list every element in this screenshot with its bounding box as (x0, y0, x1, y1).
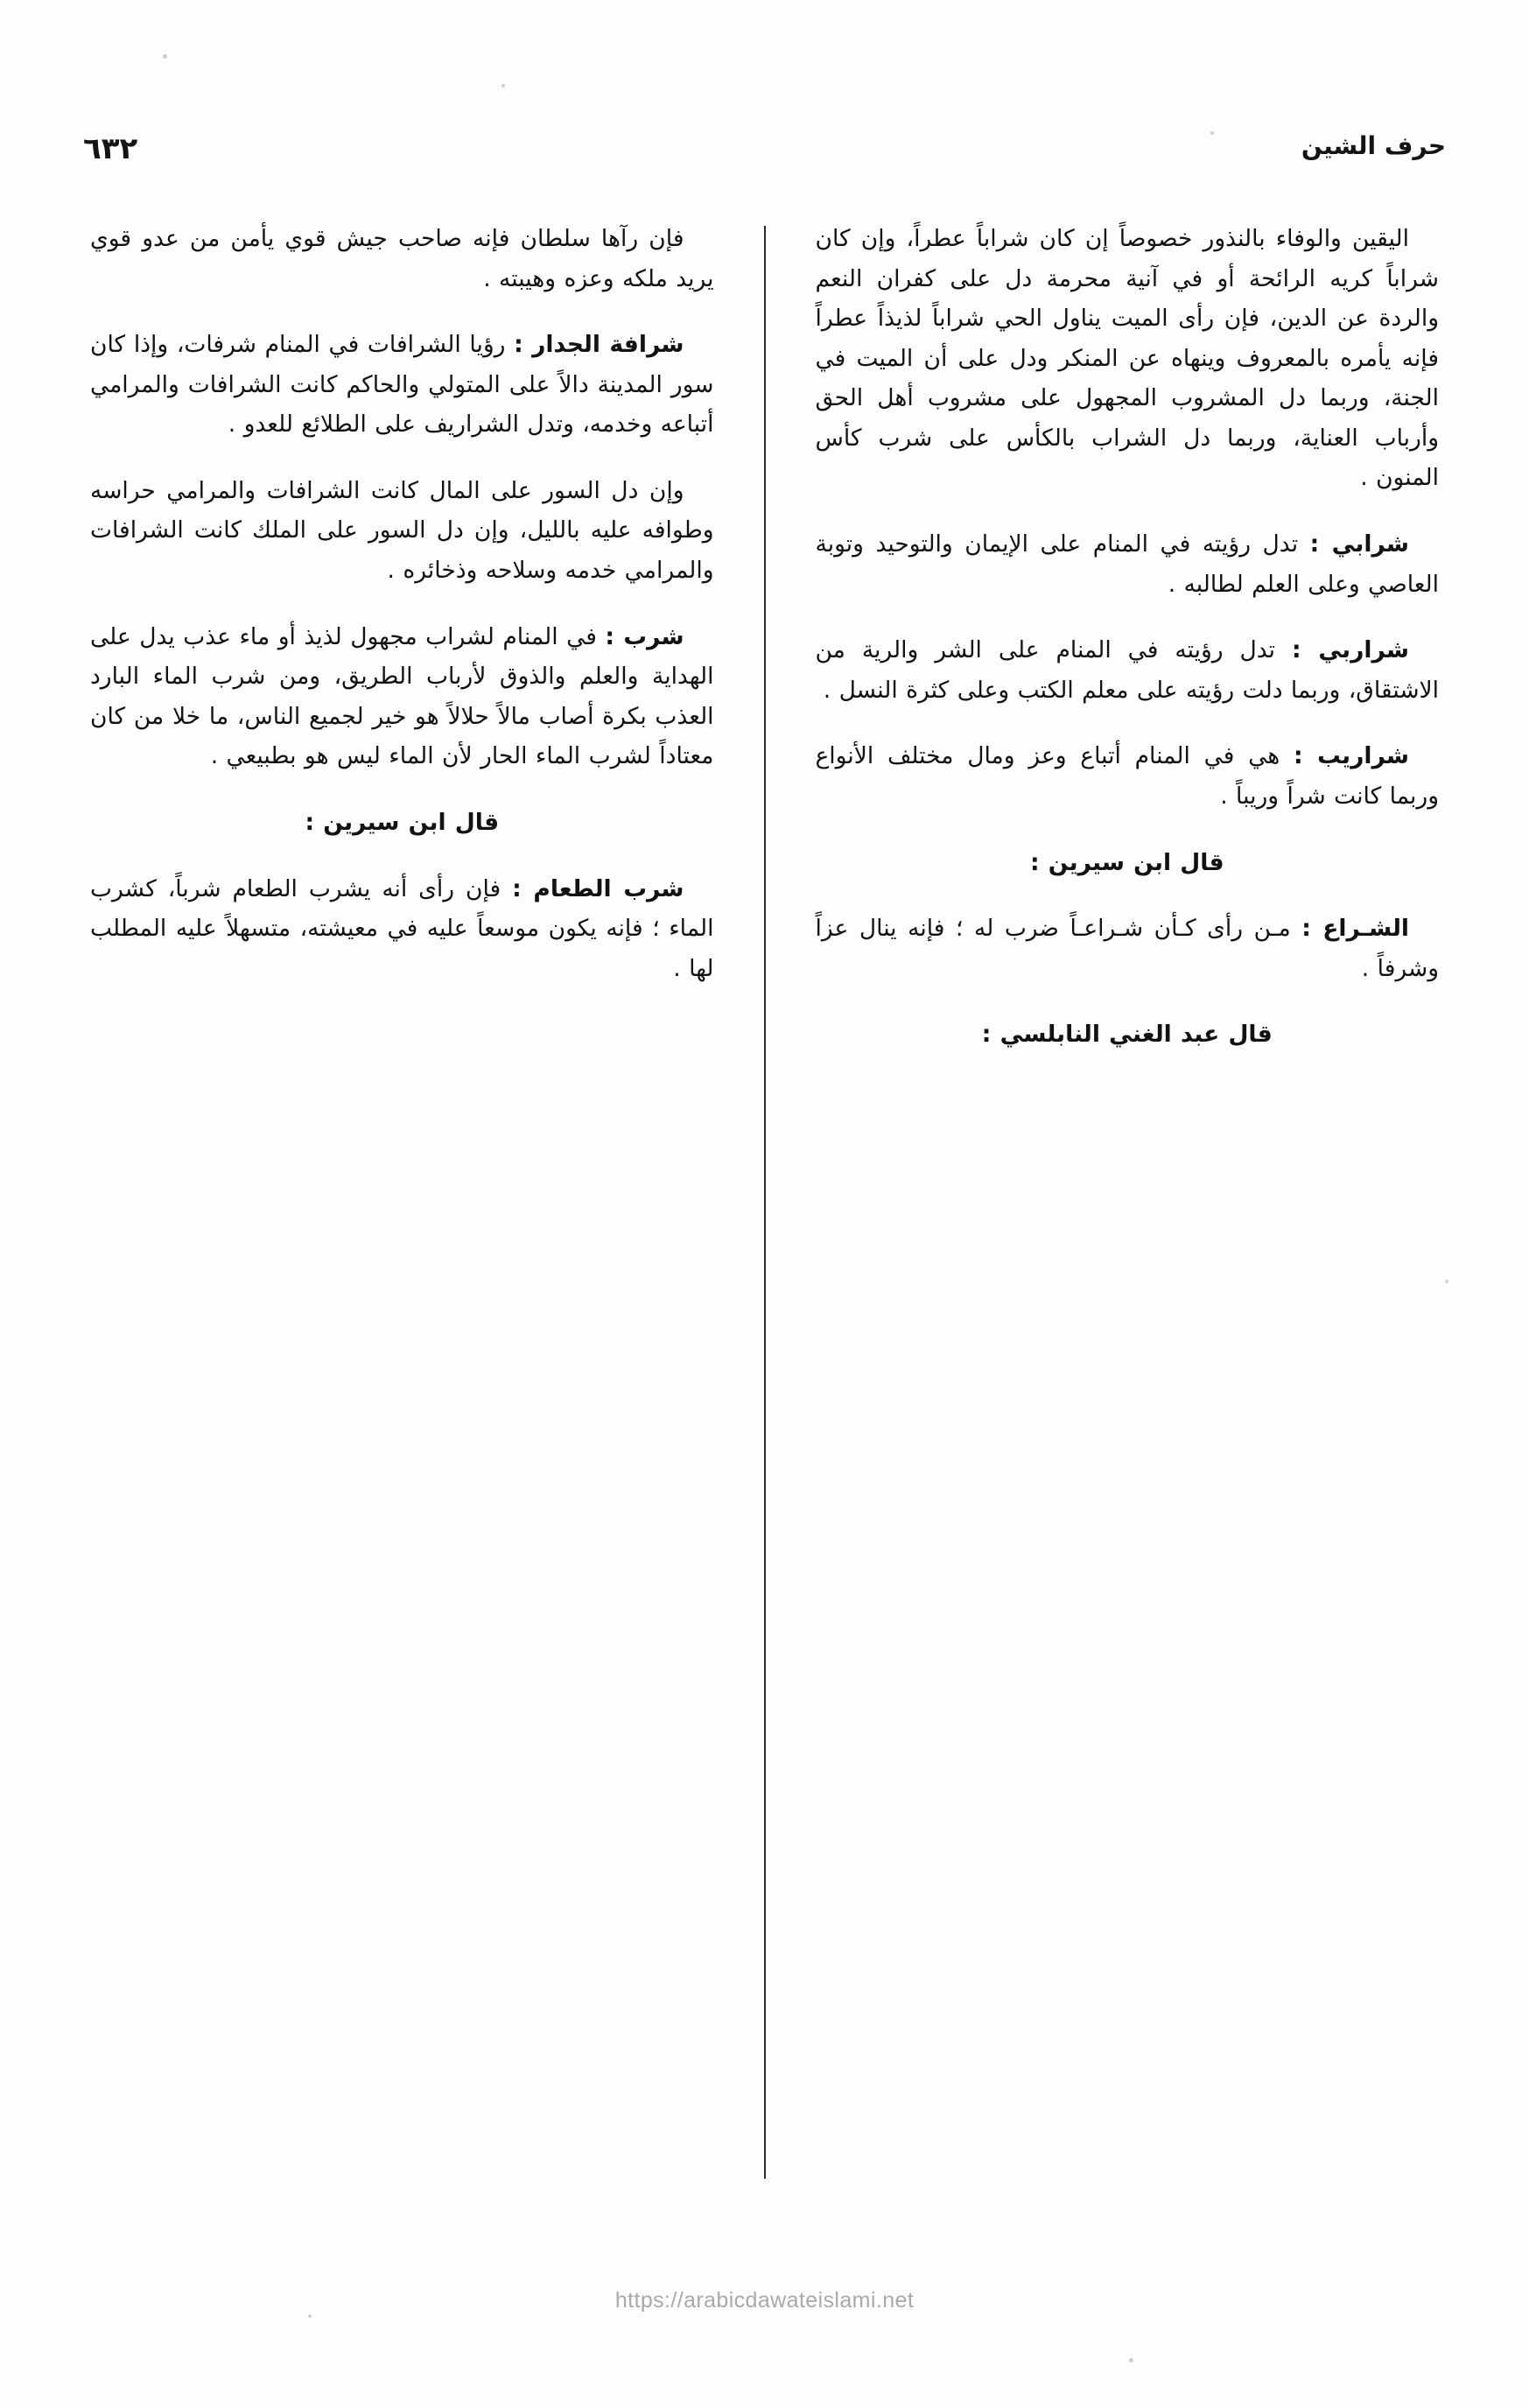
paragraph (816, 630, 1440, 710)
entry-term: شرافة الجدار : (514, 331, 684, 359)
watermark-url: https://arabicdawateislami.net (614, 2288, 915, 2313)
paragraph-text: فإن رأى أنه يشرب الطعام شرباً، كشرب الماء ؛ فإنه يكون موسعاً عليه في معيشته، متسهلاً عليه المطلب لها . (90, 874, 714, 982)
paragraph (816, 909, 1440, 988)
scan-speck (501, 84, 505, 88)
scan-speck (308, 2314, 312, 2318)
scan-speck (1210, 131, 1214, 135)
column-right (765, 219, 1447, 2259)
paragraph (90, 219, 714, 298)
paragraph-text: فإن رآها سلطان فإنه صاحب جيش قوي يأمن من عدو قوي يريد ملكه وعزه وهيبته . (90, 225, 714, 292)
paragraph-text: تدل رؤيته في المنام على الإيمان والتوحيد وتوبة العاصي وعلى العلم لطالبه . (815, 530, 1439, 598)
paragraph (816, 736, 1440, 816)
paragraph (816, 219, 1440, 498)
attribution-line: قال عبد الغني النابلسي : (981, 1021, 1273, 1049)
paragraph-text: تدل رؤيته في المنام على الشر والرية من الاشتقاق، وربما دلت رؤيته على معلم الكتب وعلى كثرة النسل . (815, 636, 1439, 704)
entry-term: شرابي : (1309, 530, 1409, 558)
paragraph-text: وإن دل السور على المال كانت الشرافات والمرامي حراسه وطوافه عليه بالليل، وإن دل السور على الملك كانت الشرافات والمرامي خدمه وسلاحه وذخائره . (90, 476, 714, 585)
entry-term: شرب الطعام : (512, 874, 684, 902)
paragraph-text: مـن رأى كـأن شـراعـاً ضرب له ؛ فإنه ينال عزاً وشرفاً . (815, 915, 1439, 982)
attribution-line: قال ابن سيرين : (1029, 848, 1224, 876)
entry-term: شراريب : (1293, 742, 1409, 770)
page-body (83, 219, 1446, 2259)
paragraph-text: هي في المنام أتباع وعز ومال مختلف الأنواع وربما كانت شراً وريباً . (815, 742, 1439, 810)
paragraph (90, 471, 714, 591)
entry-term: شراربي : (1292, 636, 1409, 664)
entry-term: شرب : (605, 622, 684, 650)
scan-speck (1129, 2358, 1133, 2362)
page-header (83, 131, 1446, 184)
paragraph-text: اليقين والوفاء بالنذور خصوصاً إن كان شراباً عطراً، وإن كان شراباً كريه الرائحة أو في آنية محرمة دل على كفران النعم والردة عن الدين، فإن رأى الميت يناول الحي شراباً لذيذاً عطراً فإنه يأمره بالمعروف وينهاه عن المنكر ودل على أن الميت في الجنة، وربما دل المشروب المجهول على مشروب أهل الحق وأرباب العناية، وربما دل الشراب بالكأس على شرب كأس المنون . (815, 225, 1439, 492)
paragraph (90, 869, 714, 989)
paragraph (90, 325, 714, 445)
column-left (83, 219, 765, 2259)
paragraph-text: رؤيا الشرافات في المنام شرفات، وإذا كان سور المدينة دالاً على المتولي والحاكم كانت الشرافات والمرامي أتباعه وخدمه، وتدل الشراريف على الطلائع للعدو . (90, 331, 714, 439)
scan-speck (1445, 1280, 1448, 1283)
attribution-line: قال ابن سيرين : (305, 808, 500, 836)
chapter-title: حرف الشين (1301, 131, 1446, 160)
paragraph (90, 617, 714, 776)
entry-term: الشـراع : (1301, 915, 1409, 943)
paragraph-text: في المنام لشراب مجهول لذيذ أو ماء عذب يدل على الهداية والعلم والذوق لأرباب الطريق، ومن شرب الماء البارد العذب بكرة أصاب مالاً حلالاً هو خير لجميع الناس، ما خلا من كان معتاداً لشرب الماء الحار لأن الماء ليس هو بطبيعي . (90, 622, 714, 770)
paragraph (816, 524, 1440, 604)
page-number: ٦٣٢ (83, 131, 138, 166)
scan-speck (163, 54, 167, 59)
